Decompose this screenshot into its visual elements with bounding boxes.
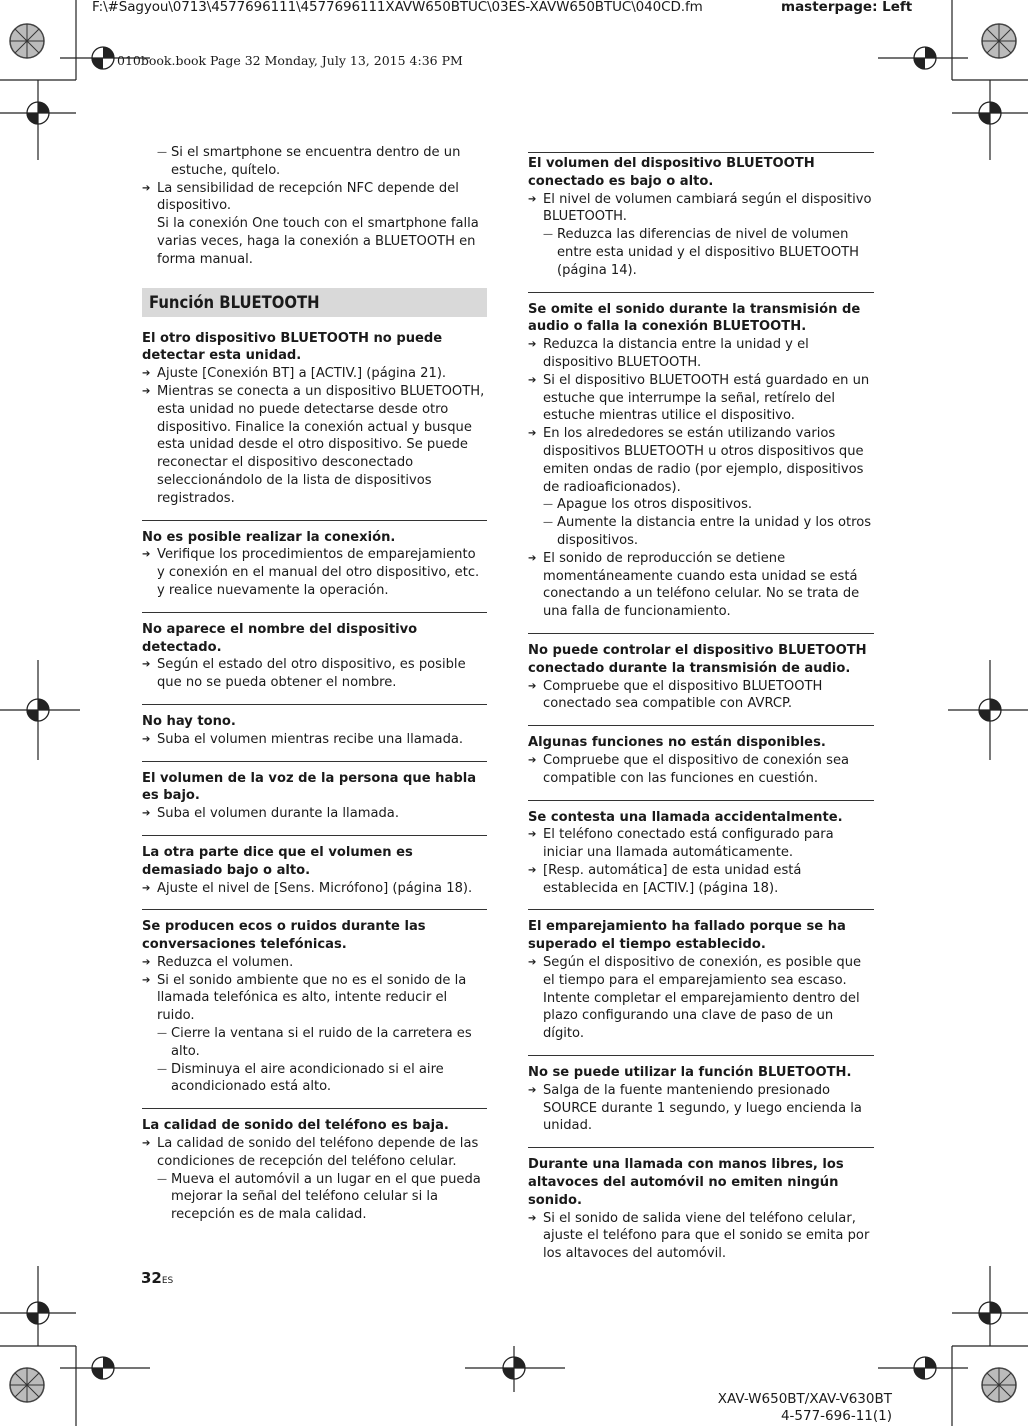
faq-subitem: — Reduzca las diferencias de nivel de volumen entre esta unidad y el dispositivo BLUETOOTH (página 14).	[528, 226, 874, 279]
page-number-value: 32	[141, 1269, 162, 1287]
section-title: Función BLUETOOTH	[142, 288, 487, 317]
right-column	[528, 152, 874, 1263]
faq-question: El otro dispositivo BLUETOOTH no puede detectar esta unidad.	[142, 330, 443, 364]
faq-entry	[528, 725, 874, 787]
model-name: XAV-W650BT/XAV-V630BT	[717, 1391, 892, 1407]
faq-entry	[528, 152, 874, 280]
model-info	[718, 1391, 892, 1425]
faq-answer: ➔ [Resp. automática] de esta unidad está establecida en [ACTIV.] (página 18).	[528, 862, 874, 898]
faq-subitem: — Mueva el automóvil a un lugar en el que pueda mejorar la señal del teléfono celular si la recepción es de mala calidad.	[142, 1171, 487, 1224]
faq-question: No se puede utilizar la función BLUETOOTH.	[528, 1065, 852, 1081]
faq-answer: ➔ Ajuste [Conexión BT] a [ACTIV.] (página 21).	[142, 365, 487, 383]
faq-answer: ➔ Ajuste el nivel de [Sens. Micrófono] (página 18).	[142, 880, 487, 898]
faq-entry	[528, 800, 874, 898]
continuation-text: Si la conexión One touch con el smartphone falla varias veces, haga la conexión a BLUETOOTH en forma manual.	[157, 216, 479, 267]
faq-answer: ➔ Suba el volumen durante la llamada.	[142, 805, 487, 823]
faq-entry	[142, 330, 487, 508]
faq-entry	[528, 909, 874, 1043]
faq-subitem: — Apague los otros dispositivos.	[528, 496, 874, 514]
faq-question: No aparece el nombre del dispositivo detectado.	[142, 621, 418, 655]
faq-answer: ➔ En los alrededores se están utilizando varios dispositivos BLUETOOTH u otros dispositivos que emiten ondas de radio (por ejemplo, dispositivos de radioaficionados).	[528, 425, 874, 496]
faq-answer: ➔ Compruebe que el dispositivo BLUETOOTH conectado sea compatible con AVRCP.	[528, 678, 874, 714]
faq-question: Se producen ecos o ruidos durante las conversaciones telefónicas.	[142, 919, 426, 953]
left-column	[142, 144, 487, 1224]
faq-question: No hay tono.	[142, 713, 236, 729]
faq-entry	[528, 1147, 874, 1263]
faq-entry	[142, 520, 487, 600]
faq-answer: ➔ Si el sonido ambiente que no es el sonido de la llamada telefónica es alto, intente reducir el ruido.	[142, 972, 487, 1025]
page-number-suffix: ES	[161, 1276, 174, 1286]
header-masterpage: masterpage: Left	[781, 0, 913, 15]
faq-answer: ➔ Reduzca la distancia entre la unidad y el dispositivo BLUETOOTH.	[528, 336, 874, 372]
faq-question: No es posible realizar la conexión.	[142, 529, 396, 545]
page-number	[141, 1269, 173, 1287]
faq-question: El emparejamiento ha fallado porque se ha superado el tiempo establecido.	[528, 919, 846, 953]
faq-entry	[142, 612, 487, 692]
faq-entry	[142, 835, 487, 897]
header-file-path: F:\#Sagyou\0713\4577696111\4577696111XAVW650BTUC\03ES-XAVW650BTUC\040CD.fm	[92, 0, 703, 15]
faq-answer: ➔ Según el dispositivo de conexión, es posible que el tiempo para el emparejamiento sea escaso. Intente completar el emparejamiento dentro del plazo configurando una clave de paso de un dígito.	[528, 954, 874, 1043]
faq-subitem: — Cierre la ventana si el ruido de la carretera es alto.	[142, 1025, 487, 1061]
faq-subitem: — Aumente la distancia entre la unidad y los otros dispositivos.	[528, 514, 874, 550]
faq-question: Se contesta una llamada accidentalmente.	[528, 809, 843, 825]
faq-entry	[142, 909, 487, 1096]
faq-entry	[528, 633, 874, 713]
faq-question: Durante una llamada con manos libres, los altavoces del automóvil no emiten ningún sonido.	[528, 1157, 844, 1208]
faq-answer: ➔ Verifique los procedimientos de emparejamiento y conexión en el manual del otro dispositivo, etc. y realice nuevamente la operación.	[142, 546, 487, 599]
faq-answer: ➔ Reduzca el volumen.	[142, 954, 487, 972]
faq-subitem: — Disminuya el aire acondicionado si el aire acondicionado está alto.	[142, 1061, 487, 1097]
faq-answer: ➔ El nivel de volumen cambiará según el dispositivo BLUETOOTH.	[528, 191, 874, 227]
faq-answer: ➔ La calidad de sonido del teléfono depende de las condiciones de recepción del teléfono celular.	[142, 1135, 487, 1171]
faq-entry	[142, 1108, 487, 1224]
faq-question: El volumen del dispositivo BLUETOOTH conectado es bajo o alto.	[528, 156, 815, 189]
faq-answer: ➔ El sonido de reproducción se detiene momentáneamente cuando esta unidad se está conectando a un teléfono celular. No se trata de una falla de funcionamiento.	[528, 550, 874, 621]
faq-question: Se omite el sonido durante la transmisión de audio o falla la conexión BLUETOOTH.	[528, 301, 861, 335]
header-book-info: 010book.book Page 32 Monday, July 13, 2015 4:36 PM	[117, 53, 463, 68]
faq-question: El volumen de la voz de la persona que habla es bajo.	[142, 770, 477, 804]
faq-entry	[528, 1055, 874, 1135]
model-code: 4-577-696-11(1)	[780, 1408, 892, 1424]
faq-entry	[142, 761, 487, 823]
arrow-item: ➔ La sensibilidad de recepción NFC depende del dispositivo.	[142, 180, 487, 216]
faq-entry	[142, 704, 487, 749]
faq-answer: ➔ Si el sonido de salida viene del teléfono celular, ajuste el teléfono para que el sonido se emita por los altavoces del automóvil.	[528, 1210, 874, 1263]
faq-question: No puede controlar el dispositivo BLUETOOTH conectado durante la transmisión de audio.	[528, 642, 867, 676]
faq-answer: ➔ Suba el volumen mientras recibe una llamada.	[142, 731, 487, 749]
faq-entry	[528, 292, 874, 621]
faq-answer: ➔ Según el estado del otro dispositivo, es posible que no se pueda obtener el nombre.	[142, 656, 487, 692]
faq-answer: ➔ Mientras se conecta a un dispositivo BLUETOOTH, esta unidad no puede detectarse desde otro dispositivo. Finalice la conexión actual y busque esta unidad desde el otro dispositivo. Se puede reconectar el dispositivo desconectado seleccionándolo de la lista de dispositivos registrados.	[142, 383, 487, 508]
faq-answer: ➔ Salga de la fuente manteniendo presionado SOURCE durante 1 segundo, y luego encienda la unidad.	[528, 1082, 874, 1135]
dash-item: — Si el smartphone se encuentra dentro de un estuche, quítelo.	[142, 144, 487, 180]
faq-answer: ➔ Compruebe que el dispositivo de conexión sea compatible con las funciones en cuestión.	[528, 752, 874, 788]
faq-answer: ➔ El teléfono conectado está configurado para iniciar una llamada automáticamente.	[528, 826, 874, 862]
faq-question: La calidad de sonido del teléfono es baja.	[142, 1118, 449, 1134]
faq-answer: ➔ Si el dispositivo BLUETOOTH está guardado en un estuche que interrumpe la señal, retírelo del estuche mientras utilice el dispositivo.	[528, 372, 874, 425]
faq-question: Algunas funciones no están disponibles.	[528, 735, 826, 751]
faq-question: La otra parte dice que el volumen es demasiado bajo o alto.	[142, 844, 413, 878]
